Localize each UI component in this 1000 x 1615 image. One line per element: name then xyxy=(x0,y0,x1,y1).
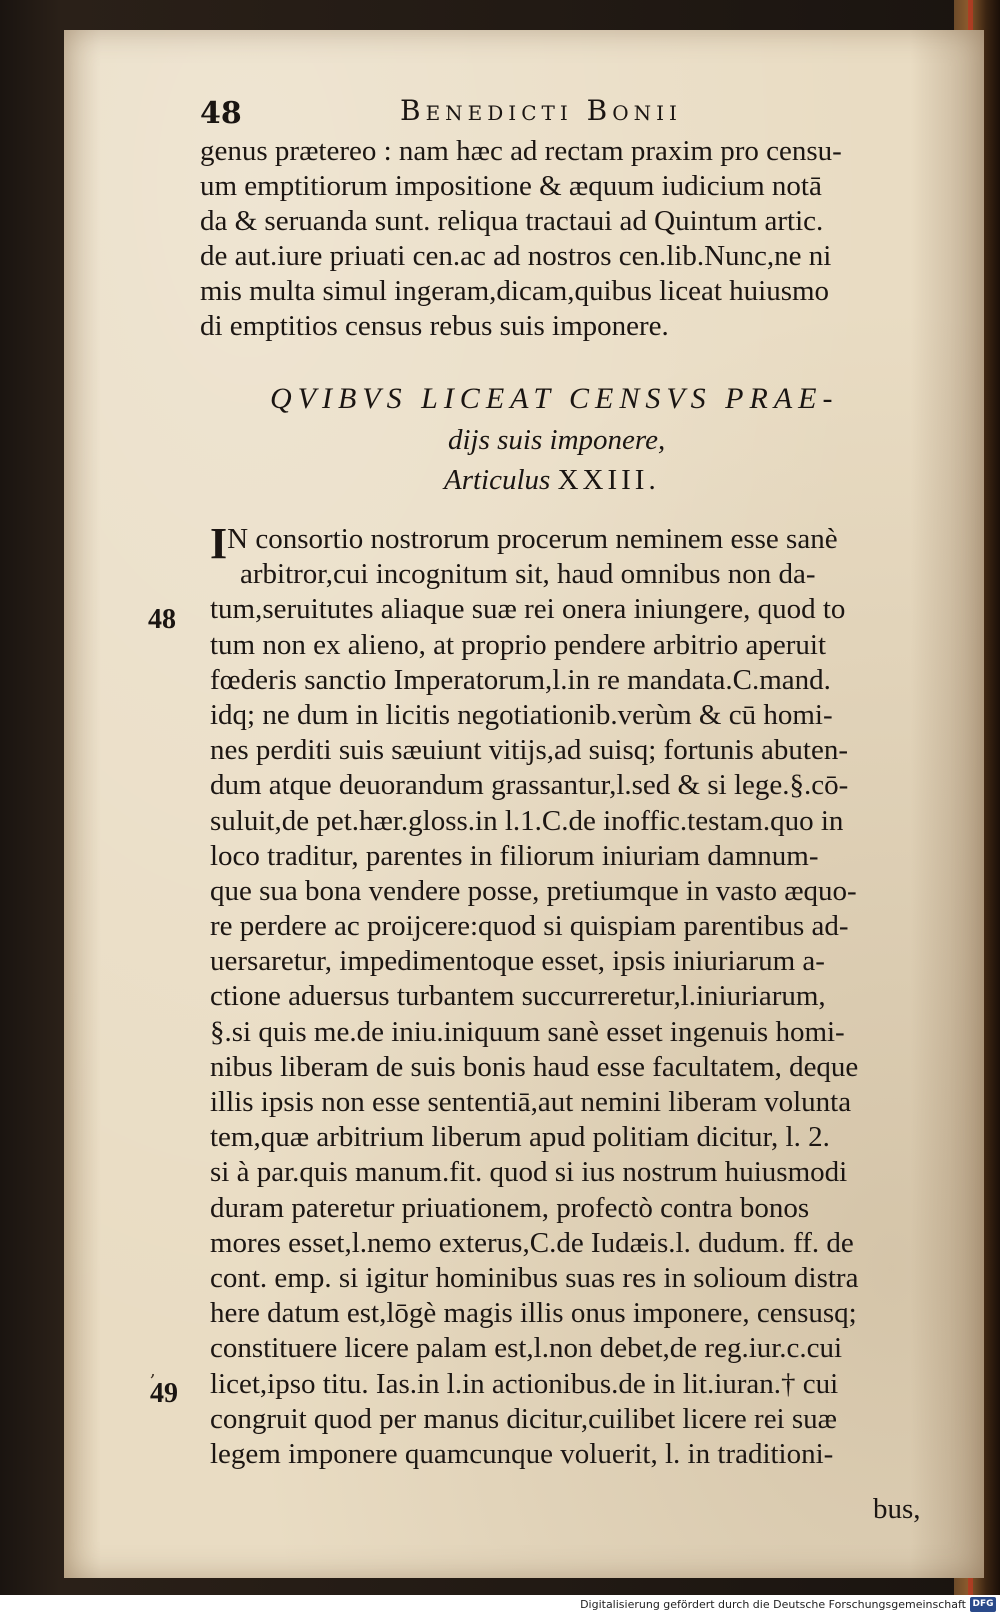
text-line: legem imponere quamcunque voluerit, l. in traditioni- xyxy=(210,1437,834,1470)
text-line: illis ipsis non esse sententiā,aut nemini liberam volunta xyxy=(210,1086,852,1118)
text-line: que sua bona vendere posse, pretiumque in vasto æquo- xyxy=(210,874,857,907)
text-line: tum non ex alieno, at proprio pendere arbitrio aperuit xyxy=(210,628,827,661)
text-line: di emptitios census rebus suis imponere. xyxy=(200,310,669,342)
article-heading xyxy=(270,382,910,504)
text-line: congruit quod per manus dicitur,cuilibet licere rei suæ xyxy=(210,1402,837,1435)
article-label: Articulus xyxy=(444,464,551,496)
text-line: suluit,de pet.hær.gloss.in l.1.C.de inoffic.testam.quo in xyxy=(210,804,844,837)
article-number: XXIII. xyxy=(557,464,660,496)
text-line: here datum est,lōgè magis illis onus imponere, censusq; xyxy=(210,1297,857,1330)
text-line: nes perditi suis sæuiunt vitijs,ad suisq; fortunis abuten- xyxy=(210,734,848,767)
heading-line-2: dijs suis imponere, xyxy=(448,424,666,456)
page-number: 48 xyxy=(200,96,242,131)
text-line: um emptitiorum impositione & æquum iudicium notā xyxy=(200,170,822,202)
running-head: Benedicti Bonii xyxy=(400,94,682,127)
text-line: mores esset,l.nemo exterus,C.de Iudæis.l. dudum. ff. de xyxy=(210,1226,854,1259)
text-line: mis multa simul ingeram,dicam,quibus liceat huiusmo xyxy=(200,275,830,307)
text-line: tum,seruitutes aliaque suæ rei onera iniungere, quod to xyxy=(210,593,846,626)
text-line: dum atque deuorandum grassantur,l.sed & si lege.§.cō- xyxy=(210,769,849,802)
text-line: si à par.quis manum.fit. quod si ius nostrum huiusmodi xyxy=(210,1156,848,1189)
text-line: de aut.iure priuati cen.ac ad nostros cen.lib.Nunc,ne ni xyxy=(200,240,832,272)
text-line: licet,ipso titu. Ias.in l.in actionibus.de in lit.iuran.† cui xyxy=(210,1367,839,1400)
margin-mark: , xyxy=(150,1360,156,1381)
text-line: idq; ne dum in licitis negotiationib.verùm & cū homi- xyxy=(210,698,833,731)
heading-line-3 xyxy=(270,464,910,504)
text-line: uersaretur, impedimentoque esset, ipsis iniuriarum a- xyxy=(210,945,825,978)
text-line: duram pateretur priuationem, profectò contra bonos xyxy=(210,1191,810,1224)
text-line: fœderis sanctio Imperatorum,l.in re mandata.C.mand. xyxy=(210,663,831,696)
catchword: bus, xyxy=(873,1493,921,1525)
text-line: tem,quæ arbitrium liberum apud politiam dicitur, l. 2. xyxy=(210,1121,830,1154)
text-line: re perdere ac proijcere:quod si quispiam parentibus ad- xyxy=(210,910,849,943)
text-line: loco traditur, parentes in filiorum iniuriam damnum- xyxy=(210,839,819,872)
margin-note-number: 49 xyxy=(150,1378,178,1409)
text-line: ctione aduersus turbantem succurreretur,l.iniuriarum, xyxy=(210,980,826,1013)
text-line: cont. emp. si igitur hominibus suas res in solioum distra xyxy=(210,1261,859,1294)
drop-cap: I xyxy=(210,519,228,568)
text-line-content: N consortio nostrorum procerum neminem esse sanè xyxy=(227,523,838,555)
text-line: arbitror,cui incognitum sit, haud omnibus non da- xyxy=(240,558,816,591)
article-body xyxy=(210,519,950,1472)
text-line: genus prætereo : nam hæc ad rectam praxim pro censu- xyxy=(200,135,842,167)
intro-paragraph xyxy=(200,134,940,344)
text-line: nibus liberam de suis bonis haud esse facultatem, deque xyxy=(210,1050,859,1083)
text-line xyxy=(210,519,950,568)
text-line: constituere licere palam est,l.non debet,de reg.iur.c.cui xyxy=(210,1332,843,1365)
heading-line-1: QVIBVS LICEAT CENSVS PRAE- xyxy=(270,382,839,415)
text-line: da & seruanda sunt. reliqua tractaui ad Quintum artic. xyxy=(200,205,824,237)
text-line: §.si quis me.de iniu.iniquum sanè esset ingenuis homi- xyxy=(210,1015,845,1048)
dfg-logo: DFG xyxy=(970,1597,996,1612)
footer-credit: Digitalisierung gefördert durch die Deutsche Forschungsgemeinschaft xyxy=(580,1598,966,1611)
margin-note-number: 48 xyxy=(148,604,176,635)
